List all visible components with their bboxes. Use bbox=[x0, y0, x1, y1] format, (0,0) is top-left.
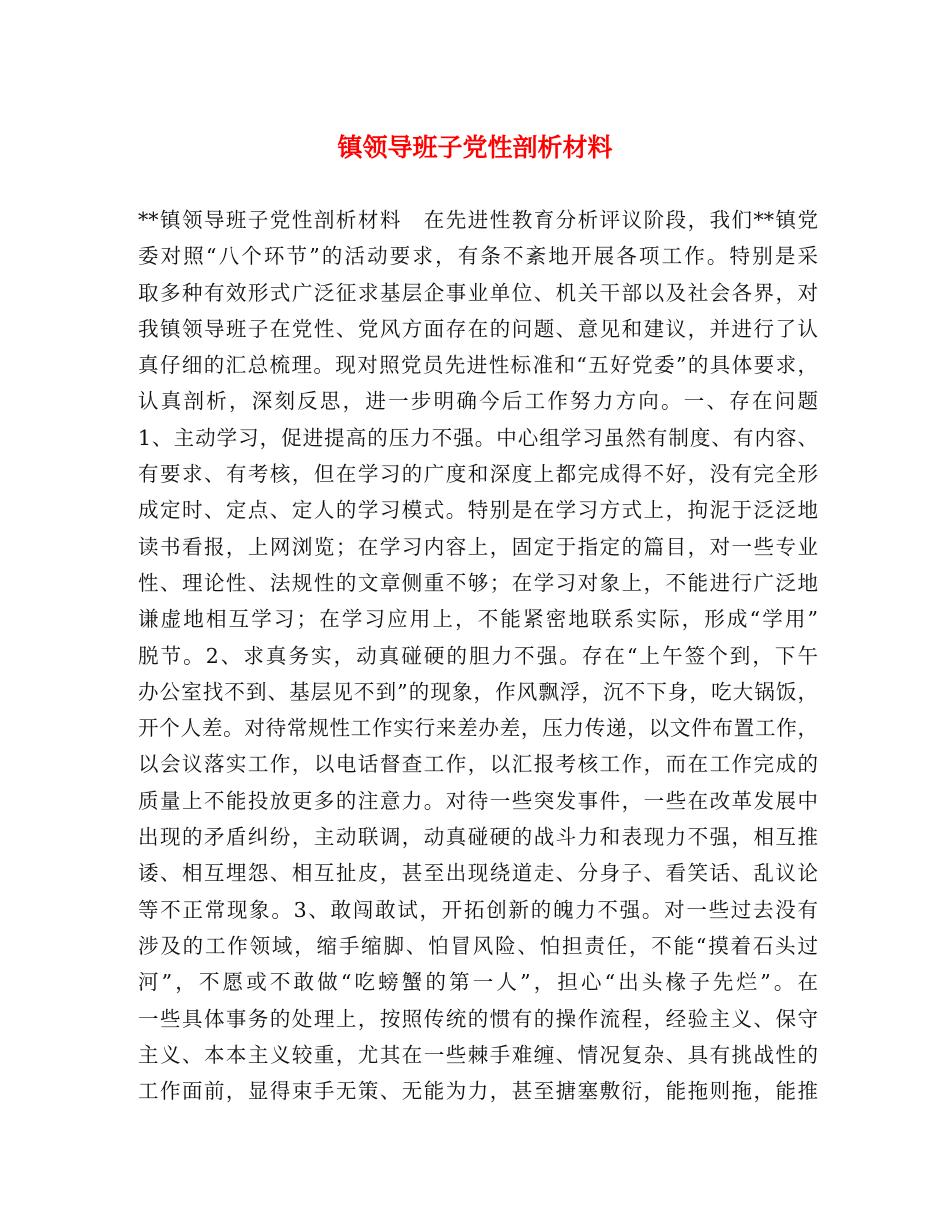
body-line: 开个人差。对待常规性工作实行来差办差，压力传递，以文件布置工作， bbox=[138, 716, 818, 741]
body-line: 涉及的工作领域，缩手缩脚、怕冒风险、怕担责任，不能“摸着石头过 bbox=[138, 933, 818, 958]
body-line: 质量上不能投放更多的注意力。对待一些突发事件，一些在改革发展中 bbox=[138, 788, 818, 813]
body-line: 我镇领导班子在党性、党风方面存在的问题、意见和建议，并进行了认 bbox=[138, 316, 818, 341]
body-line: 认真剖析，深刻反思，进一步明确今后工作努力方向。一、存在问题 bbox=[138, 389, 818, 414]
body-line: 办公室找不到、基层见不到”的现象，作风飘浮，沉不下身，吃大锅饭， bbox=[138, 679, 818, 704]
body-line: 以会议落实工作，以电话督查工作，以汇报考核工作，而在工作完成的 bbox=[138, 752, 818, 777]
body-line: 读书看报，上网浏览；在学习内容上，固定于指定的篇目，对一些专业 bbox=[138, 534, 818, 559]
body-line: **镇领导班子党性剖析材料 在先进性教育分析评议阶段，我们**镇党 bbox=[138, 208, 818, 232]
body-line: 等不正常现象。3、敢闯敢试，开拓创新的魄力不强。对一些过去没有 bbox=[138, 897, 818, 922]
body-line: 取多种有效形式广泛征求基层企事业单位、机关干部以及社会各界，对 bbox=[138, 280, 818, 305]
body-line: 工作面前，显得束手无策、无能为力，甚至搪塞敷衍，能拖则拖，能推 bbox=[138, 1079, 818, 1104]
body-line: 谦虚地相互学习；在学习应用上，不能紧密地联系实际，形成“学用” bbox=[138, 607, 818, 632]
body-line: 河”，不愿或不敢做“吃螃蟹的第一人”，担心“出头椽子先烂”。在 bbox=[138, 970, 818, 995]
body-line: 出现的矛盾纠纷，主动联调，动真碰硬的战斗力和表现力不强，相互推 bbox=[138, 825, 818, 850]
body-line: 真仔细的汇总梳理。现对照党员先进性标准和“五好党委”的具体要求， bbox=[138, 353, 818, 378]
body-line: 委对照“八个环节”的活动要求，有条不紊地开展各项工作。特别是采 bbox=[138, 244, 818, 269]
body-line: 1、主动学习，促进提高的压力不强。中心组学习虽然有制度、有内容、 bbox=[138, 425, 818, 450]
document-title: 镇领导班子党性剖析材料 bbox=[337, 133, 613, 162]
body-line: 诿、相互埋怨、相互扯皮，甚至出现绕道走、分身子、看笑话、乱议论 bbox=[138, 861, 818, 886]
document-body bbox=[138, 202, 818, 1109]
body-line: 性、理论性、法规性的文章侧重不够；在学习对象上，不能进行广泛地 bbox=[138, 570, 818, 595]
body-line: 主义、本本主义较重，尤其在一些棘手难缠、情况复杂、具有挑战性的 bbox=[138, 1042, 818, 1067]
body-line: 有要求、有考核，但在学习的广度和深度上都完成得不好，没有完全形 bbox=[138, 462, 818, 487]
body-line: 成定时、定点、定人的学习模式。特别是在学习方式上，拘泥于泛泛地 bbox=[138, 498, 818, 523]
body-line: 脱节。2、求真务实，动真碰硬的胆力不强。存在“上午签个到，下午 bbox=[138, 643, 818, 668]
body-line: 一些具体事务的处理上，按照传统的惯有的操作流程，经验主义、保守 bbox=[138, 1006, 818, 1031]
